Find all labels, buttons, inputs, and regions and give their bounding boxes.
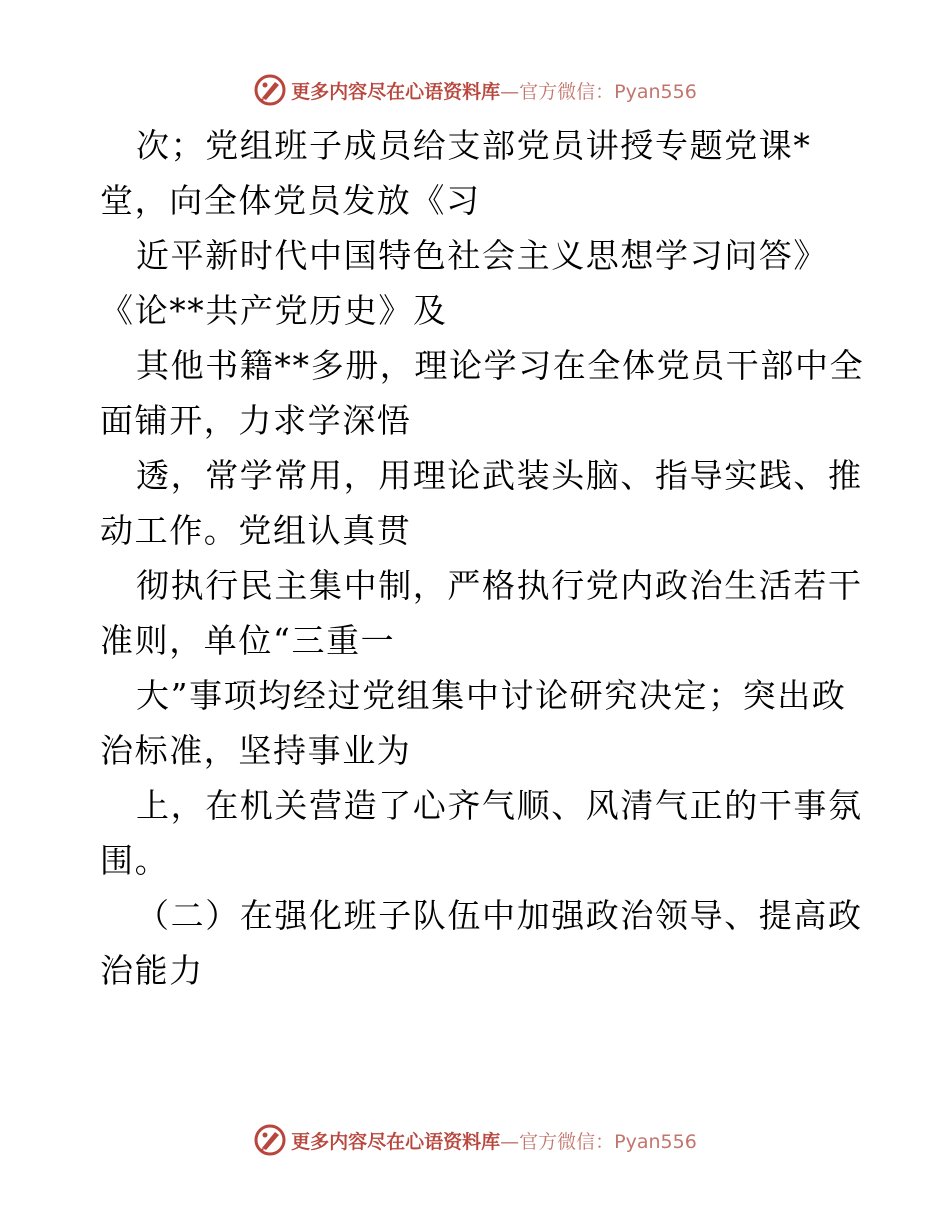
text-line: （二）在强化班子队伍中加强政治领导、提高政 — [136, 896, 863, 935]
pen-logo-icon — [253, 1123, 287, 1157]
text-line: 上，在机关营造了心齐气顺、风清气正的干事氛 — [136, 786, 863, 825]
watermark-sub-text: —官方微信：Pyan556 — [500, 80, 697, 103]
header-watermark — [0, 70, 950, 110]
text-line: 大”事项均经过党组集中讨论研究决定；突出政 — [136, 676, 847, 715]
watermark-sub-text: —官方微信：Pyan556 — [500, 1130, 697, 1153]
watermark-main-text: 更多内容尽在心语资料库 — [291, 80, 501, 103]
text-line: 治能力 — [100, 951, 204, 990]
watermark-main-text: 更多内容尽在心语资料库 — [291, 1130, 501, 1153]
text-line: 《论**共产党历史》及 — [100, 291, 448, 330]
text-line: 次；党组班子成员给支部党员讲授专题党课* — [136, 126, 812, 165]
text-line: 彻执行民主集中制，严格执行党内政治生活若干 — [136, 566, 863, 605]
text-line: 其他书籍**多册，理论学习在全体党员干部中全 — [136, 346, 865, 385]
text-line: 堂，向全体党员发放《习 — [100, 181, 481, 220]
text-line: 透，常学常用，用理论武装头脑、指导实践、推 — [136, 456, 863, 495]
text-line: 面铺开，力求学深悟 — [100, 401, 412, 440]
text-line: 近平新时代中国特色社会主义思想学习问答》 — [136, 236, 828, 275]
document-body — [100, 118, 865, 998]
text-line: 动工作。党组认真贯 — [100, 511, 412, 550]
text-line: 围。 — [100, 841, 170, 880]
pen-logo-icon — [253, 73, 287, 107]
text-line: 准则，单位“三重一 — [100, 621, 396, 660]
text-line: 治标准，坚持事业为 — [100, 731, 412, 770]
footer-watermark — [0, 1120, 950, 1160]
